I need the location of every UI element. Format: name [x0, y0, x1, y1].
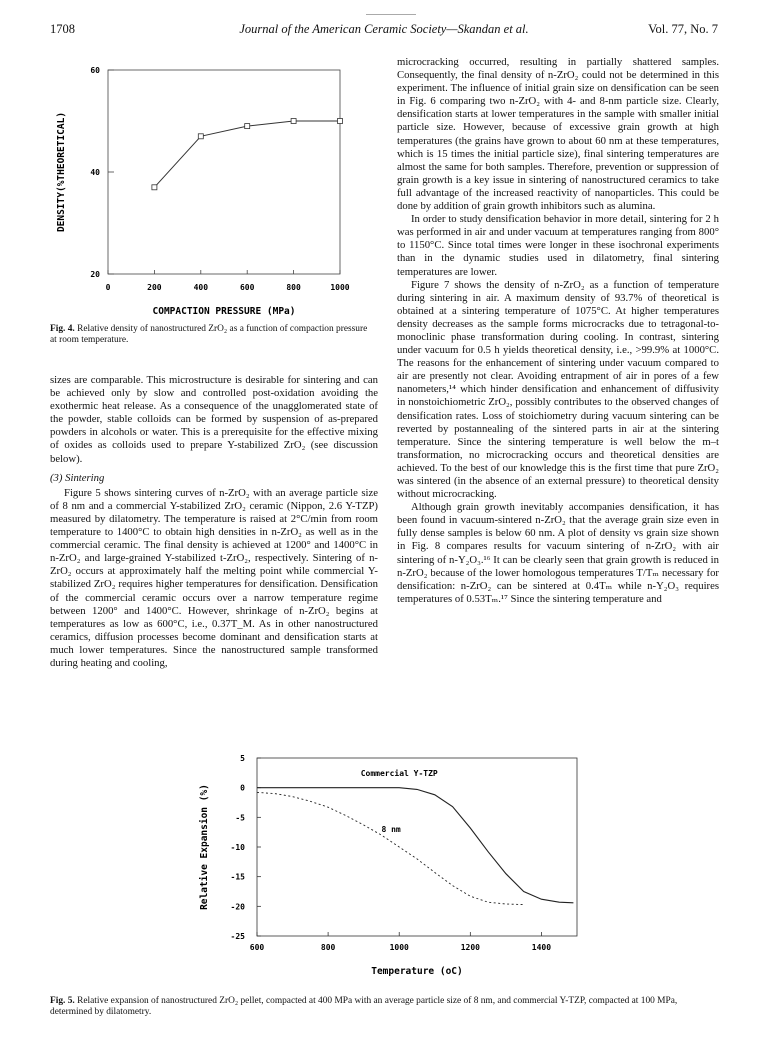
figure-5-caption-text: Relative expansion of nanostructured ZrO₂ pellet, compacted at 400 MPa with an average particle size of 8 nm, and commercial Y-TZP, compacted at 100 MPa, determined by dilatometry. [50, 996, 678, 1018]
y-tick-label: -15 [230, 872, 245, 882]
right-column [397, 56, 719, 606]
x-tick-label: 800 [320, 943, 336, 952]
data-point [152, 185, 157, 190]
running-header [50, 22, 718, 38]
plot-frame [108, 70, 340, 274]
y-tick-label: 5 [240, 754, 245, 763]
series-line [257, 788, 573, 903]
figure-4-caption-text: Relative density of nanostructured ZrO₂ as a function of compaction pressure at room temperature. [50, 324, 368, 346]
data-point [338, 119, 343, 124]
x-tick-label: 1000 [389, 943, 409, 952]
x-tick-label: 400 [193, 283, 209, 292]
x-tick-label: 200 [147, 283, 162, 292]
figure-5-caption [50, 996, 720, 1018]
data-point [291, 119, 296, 124]
y-tick-label: 0 [240, 783, 245, 793]
y-tick-label: -5 [235, 813, 245, 823]
figure-5-label: Fig. 5. [50, 996, 75, 1006]
y-tick-label: -10 [230, 843, 245, 852]
paragraph: microcracking occurred, resulting in partially shattered samples. Consequently, the final density of n-ZrO₂ could not be determined in this experiment. The influence of initial grain size on densification can be seen in Fig. 6 comparing two n-ZrO₂ with 4- and 8-nm particle size. Clearly, densification starts at lower temperatures in the sample with smaller initial particle size. However, because of excessive grain growth at high temperatures (the grains have grown to about 60 nm at these temperatures, which is 15 times the initial particle size), final sintering temperatures are almost the same for both samples. Therefore, prevention or suppression of grain growth is a key issue in sintering of nanostructured ceramics to take full advantage of the increased reactivity of nanoparticles. This could be done by addition of grain growth inhibitors such as alumina. [397, 56, 719, 213]
figure-5-chart [185, 748, 605, 984]
page-number: 1708 [50, 22, 75, 36]
journal-title: Journal of the American Ceramic Society—Skandan et al. [239, 22, 529, 36]
paragraph: Figure 5 shows sintering curves of n-ZrO₂ with an average particle size of 8 nm and a commercial Y-stabilized ZrO₂ ceramic (Nippon, 2.6 Y-TZP) measured by dilatometry. The temperature is raised at 2°C/min from room temperature to 1400°C to obtain high densities in n-ZrO₂ as well as in the commercial ceramic. The final density is achieved at 1200° and 1400°C in n-ZrO₂ and large-grained Y-stabilized t-ZrO₂, respectively. Sintering of n-ZrO₂ occurs at approximately half the melting point while commercial Y-stabilized ZrO₂ requires higher temperatures for densification. Densification of the commercial ceramic occurs over a narrow temperature regime between 1200° and 1400°C. However, shrinkage of n-ZrO₂ begins at temperatures as low as 600°C, i.e., 0.37T_M. As in other nanostructured ceramics, diffusion processes become dominant and densification starts at much lower temperatures. Since the nanostructured sample transformed during heating and cooling, [50, 486, 378, 669]
x-tick-label: 1400 [531, 943, 552, 952]
series-line [154, 121, 340, 187]
data-point [245, 124, 250, 129]
series-label: Commercial Y-TZP [360, 768, 438, 778]
y-tick-label: -20 [230, 902, 245, 912]
paragraph: Although grain growth inevitably accompanies densification, it has been found in vacuum-sintered n-ZrO₂ that the average grain size even in fully dense samples is below 60 nm. A plot of density vs grain size shown in Fig. 8 compares results for vacuum sintering of n-ZrO₂ with air sintering of n-Y₂O₃.¹⁶ It can be clearly seen that grain growth is reduced in n-ZrO₂ because of the lower homologous temperatures T/Tₘ necessary for densification: n-ZrO₂ can be sintered at 0.4Tₘ while n-Y₂O₃ requires temperatures of 0.53Tₘ.¹⁷ Since the sintering temperature and [397, 501, 719, 605]
x-tick-label: 600 [239, 283, 255, 292]
x-axis-label: Temperature (oC) [371, 966, 463, 977]
figure-4-chart [50, 56, 380, 318]
series-line [257, 792, 524, 904]
y-axis-label: Relative Expansion (%) [199, 784, 210, 910]
y-axis-label: DENSITY(%THEORETICAL) [56, 111, 67, 233]
figure-4-caption [50, 324, 375, 346]
x-tick-label: 0 [105, 283, 111, 292]
plot-frame [257, 758, 577, 936]
y-tick-label: 40 [90, 168, 100, 177]
volume-info: Vol. 77, No. 7 [648, 22, 718, 36]
y-tick-label: 20 [90, 270, 100, 279]
top-rule [366, 14, 416, 15]
y-tick-label: -25 [230, 932, 245, 941]
figure-4-label: Fig. 4. [50, 324, 75, 334]
paragraph: In order to study densification behavior in more detail, sintering for 2 h was performed in air and under vacuum at temperatures ranging from 800° to 1150°C. Since total times were longer in these isochronal experiments than in the dynamic studies used in dilatometry, final sintering temperatures are lower. [397, 213, 719, 278]
left-column [50, 374, 378, 670]
data-point [198, 134, 203, 139]
x-tick-label: 600 [249, 943, 265, 952]
x-axis-label: COMPACTION PRESSURE (MPa) [152, 306, 296, 317]
section-heading: (3) Sintering [50, 471, 105, 484]
y-tick-label: 60 [90, 66, 100, 75]
series-label: 8 nm [381, 825, 401, 835]
paragraph: sizes are comparable. This microstructure is desirable for sintering and can be achieved only by slow and controlled post-oxidation avoiding the exothermic heat release. As a consequence of the unagglomerated state of the powder, stable colloids can be formed by suspension of as-prepared powders in alcohols or water. This is a prerequisite for the effective mixing of oxides as colloids used to prepare Y-stabilized ZrO₂ (see discussion below). [50, 374, 378, 465]
paragraph: Figure 7 shows the density of n-ZrO₂ as a function of temperature during sintering in air. A maximum density of 93.7% of theoretical is obtained at a sintering temperature of 1075°C. At higher temperatures density decreases as the sample forms microcracks due to tetragonal-to-monoclinic phase transformation during cooling. In contrast, sintering under vacuum for 0.5 h yields theoretical density, i.e., >99.9% at 1000°C. The reasons for the enhancement of sintering under vacuum compared to air are presently not clear. Avoiding entrapment of air in pores of a few nanometers,¹⁴ which hinder densification and enhancement of diffusivity in nonstoichiometric ZrO₂, possibly contributes to the observed changes of densification rates. Loss of stoichiometry during vacuum sintering can be reverted by postannealing of the sintered parts in air at the sintering temperature. Since the sintering temperature is well below the m–t transformation, no microcracking occurs and theoretical densities are achieved. To the best of our knowledge this is the first time that pure ZrO₂ was sintered (in the absence of an external pressure) to theoretical density without microcracking. [397, 278, 719, 501]
x-tick-label: 1200 [460, 943, 480, 952]
x-tick-label: 1000 [330, 283, 350, 292]
x-tick-label: 800 [286, 283, 301, 292]
